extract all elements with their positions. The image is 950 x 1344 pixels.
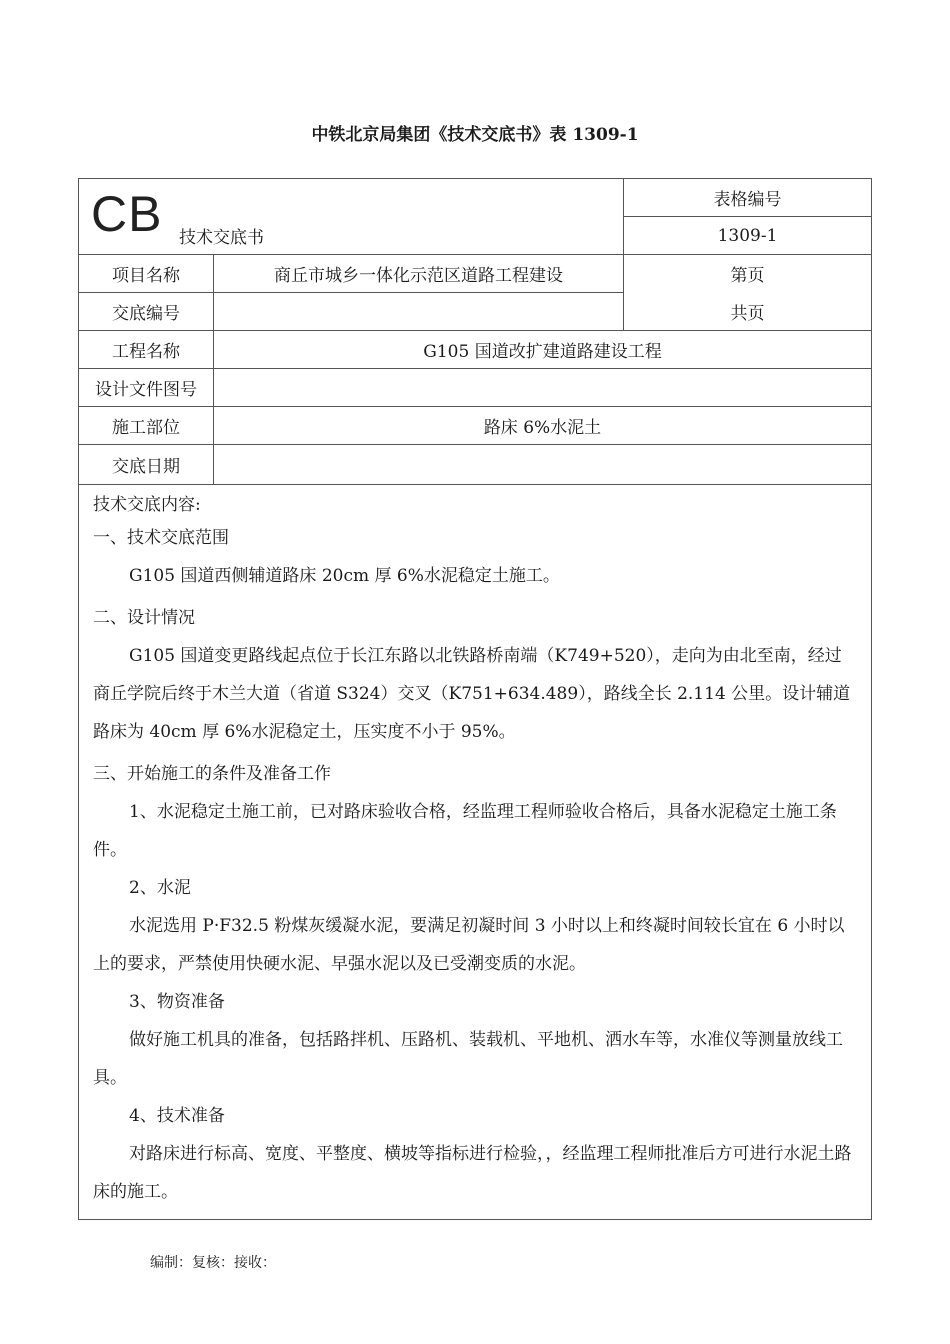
section-2-title: 二、设计情况: [93, 608, 195, 628]
signature-line: 编制：复核：接收：: [150, 1255, 276, 1271]
form-no-label: 表格编号: [624, 179, 871, 217]
section-3-item-3-text: 做好施工机具的准备，包括路拌机、压路机、装载机、平地机、洒水车等，水准仪等测量放线工具。: [93, 1030, 843, 1088]
total-pages-label: 共页: [730, 303, 765, 324]
design-doc-value: [214, 369, 871, 407]
location-value: 路床 6%水泥土: [214, 407, 871, 445]
project-name-value: 商丘市城乡一体化示范区道路工程建设: [214, 255, 624, 293]
section-3-item-2-title: 2、水泥: [129, 878, 191, 898]
document-title: 中铁北京局集团《技术交底书》表 1309-1: [311, 125, 639, 145]
section-3-item-1: 1、水泥稳定土施工前，已对路床验收合格，经监理工程师验收合格后，具备水泥稳定土施工条件。: [93, 802, 837, 860]
cb-logo: CB: [91, 186, 163, 242]
page-info: [624, 255, 871, 331]
section-1-title: 一、技术交底范围: [93, 528, 229, 548]
page-label: 第页: [730, 266, 765, 287]
handover-no-value: [214, 293, 624, 331]
date-value: [214, 445, 871, 485]
section-3-item-2-text: 水泥选用 P·F32.5 粉煤灰缓凝水泥，要满足初凝时间 3 小时以上和终凝时间较长宜在 6 小时以上的要求，严禁使用快硬水泥、早强水泥以及已受潮变质的水泥。: [93, 916, 845, 974]
handover-form: [78, 178, 872, 1220]
handover-content: [79, 485, 871, 1211]
doc-type-label: 技术交底书: [179, 228, 264, 248]
section-3-title: 三、开始施工的条件及准备工作: [93, 764, 331, 784]
location-label: 施工部位: [79, 407, 214, 445]
section-2-text: G105 国道变更路线起点位于长江东路以北铁路桥南端（K749+520），走向为由北至南，经过商丘学院后终于木兰大道（省道 S324）交叉（K751+634.489），路线全长 2.114 公里。设计辅道路床为 40cm 厚 6%水泥稳定土，压实度不小于 95%。: [93, 646, 851, 742]
handover-no-label: 交底编号: [79, 293, 214, 331]
date-label: 交底日期: [79, 445, 214, 485]
section-3-item-3-title: 3、物资准备: [129, 992, 225, 1012]
form-header-logo-area: [79, 179, 624, 255]
project-name-label: 项目名称: [79, 255, 214, 293]
work-name-label: 工程名称: [79, 331, 214, 369]
section-1-text: G105 国道西侧辅道路床 20cm 厚 6%水泥稳定土施工。: [129, 566, 560, 586]
section-3-item-4-title: 4、技术准备: [129, 1106, 225, 1126]
design-doc-label: 设计文件图号: [79, 369, 214, 407]
work-name-value: G105 国道改扩建道路建设工程: [214, 331, 871, 369]
form-no-value: 1309-1: [624, 217, 871, 255]
content-label: 技术交底内容:: [93, 495, 201, 515]
section-3-item-4-text: 对路床进行标高、宽度、平整度、横坡等指标进行检验，，经监理工程师批准后方可进行水泥土路床的施工。: [93, 1144, 852, 1202]
